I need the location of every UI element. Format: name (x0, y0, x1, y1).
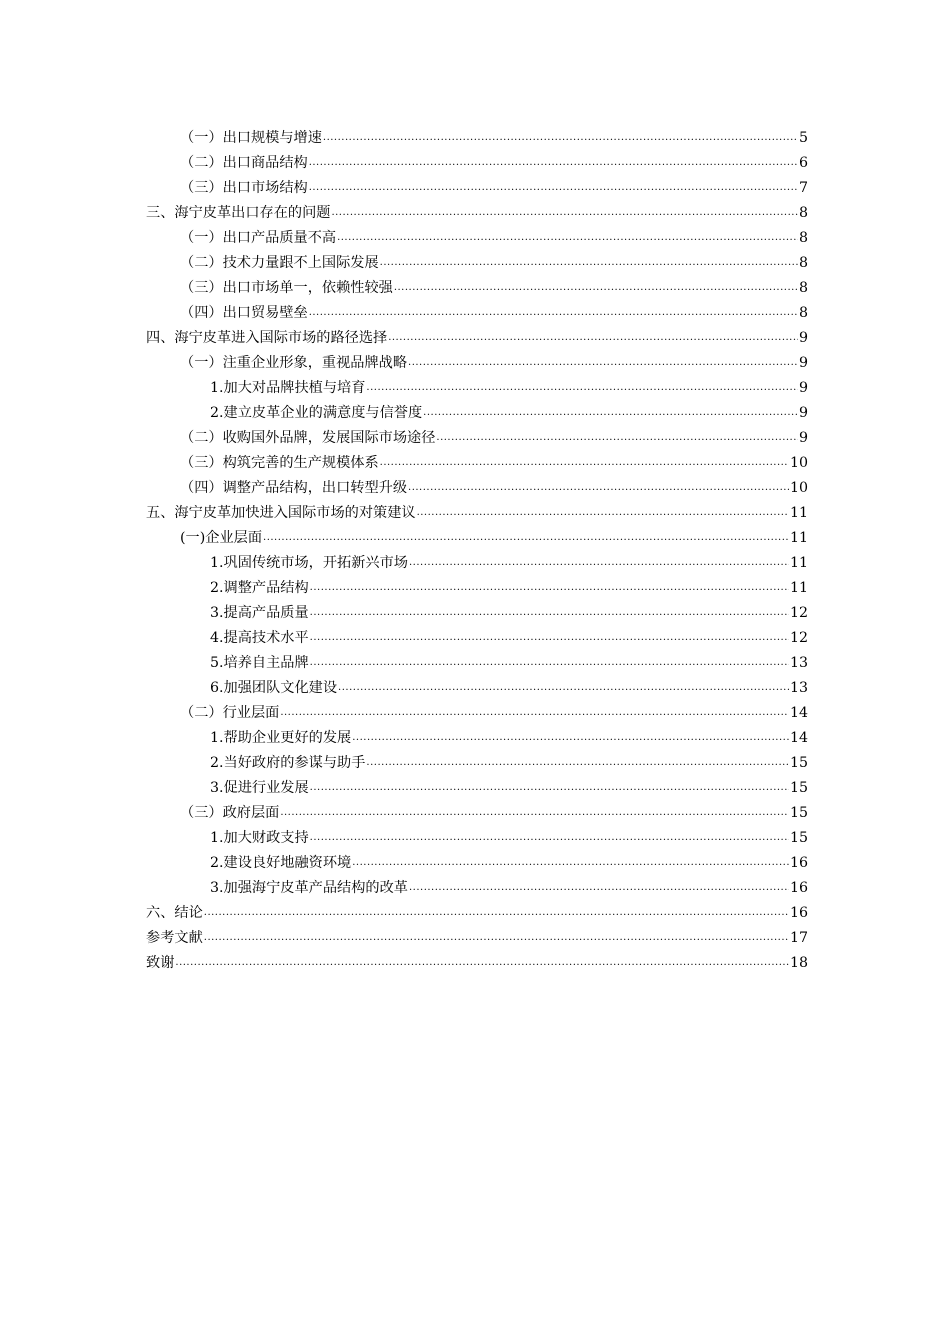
toc-entry-title: 6.加强团队文化建设 (210, 680, 338, 696)
toc-entry[interactable] (146, 326, 808, 348)
toc-entry-title: 5.培养自主品牌 (210, 655, 309, 671)
toc-leader-dots (380, 456, 789, 470)
toc-entry[interactable] (180, 526, 808, 548)
toc-entry[interactable] (180, 451, 808, 473)
toc-entry-page: 10 (789, 455, 808, 471)
toc-leader-dots (310, 606, 789, 620)
toc-entry-page: 17 (789, 930, 808, 946)
toc-entry-title: 2.当好政府的参谋与助手 (210, 755, 366, 771)
toc-leader-dots (309, 181, 798, 195)
toc-entry-title: 1.帮助企业更好的发展 (210, 730, 352, 746)
toc-entry-title: 1.加大对品牌扶植与培育 (210, 380, 366, 396)
toc-leader-dots (366, 756, 789, 770)
toc-leader-dots (310, 631, 789, 645)
toc-entry-page: 13 (789, 680, 808, 696)
toc-entry-page: 8 (798, 205, 808, 221)
toc-entry-page: 15 (789, 830, 808, 846)
toc-entry-title: （一）出口产品质量不高 (180, 230, 337, 246)
toc-entry-title: （二）技术力量跟不上国际发展 (180, 255, 379, 271)
toc-entry-page: 8 (798, 230, 808, 246)
toc-entry-page: 14 (789, 730, 808, 746)
toc-entry[interactable] (210, 726, 808, 748)
toc-leader-dots (204, 931, 789, 945)
toc-leader-dots (409, 556, 789, 570)
toc-entry-page: 16 (789, 880, 808, 896)
toc-entry-page: 10 (789, 480, 808, 496)
toc-entry-page: 16 (789, 855, 808, 871)
toc-entry-title: 1.巩固传统市场，开拓新兴市场 (210, 555, 408, 571)
toc-entry-title: 六、结论 (146, 905, 203, 921)
toc-entry[interactable] (210, 551, 808, 573)
toc-leader-dots (380, 256, 798, 270)
toc-entry[interactable] (210, 376, 808, 398)
toc-entry[interactable] (210, 776, 808, 798)
toc-entry-page: 14 (789, 705, 808, 721)
toc-leader-dots (366, 381, 798, 395)
toc-entry-page: 15 (789, 780, 808, 796)
toc-entry-title: （四）出口贸易壁垒 (180, 305, 308, 321)
toc-leader-dots (310, 781, 789, 795)
toc-entry[interactable] (146, 951, 808, 973)
toc-entry-title: 1.加大财政支持 (210, 830, 309, 846)
toc-leader-dots (352, 731, 789, 745)
toc-entry-page: 16 (789, 905, 808, 921)
toc-entry[interactable] (180, 426, 808, 448)
toc-entry-page: 7 (798, 180, 808, 196)
toc-entry-title: 2.调整产品结构 (210, 580, 309, 596)
toc-entry-title: 参考文献 (146, 930, 203, 946)
toc-entry-title: 三、海宁皮革出口存在的问题 (146, 205, 331, 221)
toc-entry-page: 15 (789, 805, 808, 821)
toc-entry-page: 9 (798, 380, 808, 396)
toc-leader-dots (280, 706, 789, 720)
toc-entry-title: （二）行业层面 (180, 705, 280, 721)
toc-leader-dots (423, 406, 798, 420)
toc-entry[interactable] (210, 601, 808, 623)
toc-leader-dots (309, 156, 798, 170)
toc-entry[interactable] (210, 751, 808, 773)
toc-entry-title: 3.促进行业发展 (210, 780, 309, 796)
toc-entry-title: （三）出口市场单一，依赖性较强 (180, 280, 393, 296)
toc-entry-title: （三）出口市场结构 (180, 180, 308, 196)
toc-entry[interactable] (210, 876, 808, 898)
toc-entry[interactable] (180, 151, 808, 173)
toc-entry-title: 3.提高产品质量 (210, 605, 309, 621)
toc-leader-dots (175, 956, 789, 970)
toc-leader-dots (263, 531, 789, 545)
toc-entry[interactable] (180, 801, 808, 823)
toc-entry-page: 11 (789, 555, 808, 571)
toc-entry-page: 8 (798, 255, 808, 271)
toc-leader-dots (310, 656, 789, 670)
toc-leader-dots (409, 881, 789, 895)
toc-entry[interactable] (180, 276, 808, 298)
toc-entry-page: 8 (798, 305, 808, 321)
toc-leader-dots (417, 506, 789, 520)
toc-entry[interactable] (180, 301, 808, 323)
toc-entry-title: （三）构筑完善的生产规模体系 (180, 455, 379, 471)
toc-entry[interactable] (210, 401, 808, 423)
toc-entry-page: 9 (798, 430, 808, 446)
toc-entry-title: 五、海宁皮革加快进入国际市场的对策建议 (146, 505, 416, 521)
toc-leader-dots (310, 581, 789, 595)
toc-entry[interactable] (180, 251, 808, 273)
toc-entry-page: 9 (798, 355, 808, 371)
toc-entry[interactable] (210, 626, 808, 648)
toc-entry-title: 致谢 (146, 955, 175, 971)
toc-entry-page: 11 (789, 505, 808, 521)
toc-entry-page: 9 (798, 405, 808, 421)
toc-entry-page: 11 (789, 530, 808, 546)
toc-leader-dots (337, 231, 798, 245)
toc-entry-title: （一）注重企业形象，重视品牌战略 (180, 355, 408, 371)
toc-leader-dots (309, 306, 798, 320)
toc-leader-dots (323, 131, 798, 145)
toc-entry-title: （二）出口商品结构 (180, 155, 308, 171)
toc-entry[interactable] (146, 201, 808, 223)
toc-entry-title: （二）收购国外品牌，发展国际市场途径 (180, 430, 436, 446)
toc-entry[interactable] (180, 476, 808, 498)
toc-entry-page: 18 (789, 955, 808, 971)
toc-leader-dots (408, 481, 789, 495)
toc-entry[interactable] (180, 226, 808, 248)
toc-entry[interactable] (146, 901, 808, 923)
toc-entry-title: 四、海宁皮革进入国际市场的路径选择 (146, 330, 388, 346)
toc-leader-dots (204, 906, 789, 920)
toc-entry[interactable] (146, 501, 808, 523)
toc-entry-title: （一）出口规模与增速 (180, 130, 322, 146)
toc-leader-dots (331, 206, 798, 220)
toc-entry[interactable] (210, 826, 808, 848)
toc-entry[interactable] (180, 126, 808, 148)
toc-entry-page: 15 (789, 755, 808, 771)
toc-entry[interactable] (180, 701, 808, 723)
toc-entry-page: 5 (798, 130, 808, 146)
toc-entry-title: （四）调整产品结构，出口转型升级 (180, 480, 408, 496)
toc-entry-title: 4.提高技术水平 (210, 630, 309, 646)
toc-entry-title: 2.建设良好地融资环境 (210, 855, 352, 871)
toc-entry-page: 13 (789, 655, 808, 671)
toc-entry-page: 9 (798, 330, 808, 346)
toc-leader-dots (338, 681, 789, 695)
toc-entry[interactable] (210, 676, 808, 698)
toc-leader-dots (408, 356, 798, 370)
toc-leader-dots (388, 331, 798, 345)
toc-leader-dots (280, 806, 789, 820)
toc-leader-dots (352, 856, 789, 870)
toc-entry[interactable] (210, 576, 808, 598)
toc-entry[interactable] (146, 926, 808, 948)
toc-entry-title: 2.建立皮革企业的满意度与信誉度 (210, 405, 423, 421)
toc-entry-page: 12 (789, 630, 808, 646)
toc-leader-dots (310, 831, 789, 845)
toc-entry[interactable] (180, 176, 808, 198)
toc-leader-dots (436, 431, 798, 445)
toc-entry-page: 8 (798, 280, 808, 296)
toc-entry-title: （三）政府层面 (180, 805, 280, 821)
toc-entry-page: 6 (798, 155, 808, 171)
toc-leader-dots (394, 281, 798, 295)
toc-entry-page: 11 (789, 580, 808, 596)
toc-entry[interactable] (180, 351, 808, 373)
toc-entry-page: 12 (789, 605, 808, 621)
toc-entry-title: 3.加强海宁皮革产品结构的改革 (210, 880, 408, 896)
toc-entry-title: (一)企业层面 (180, 530, 263, 546)
toc-entry[interactable] (210, 651, 808, 673)
toc-entry[interactable] (210, 851, 808, 873)
